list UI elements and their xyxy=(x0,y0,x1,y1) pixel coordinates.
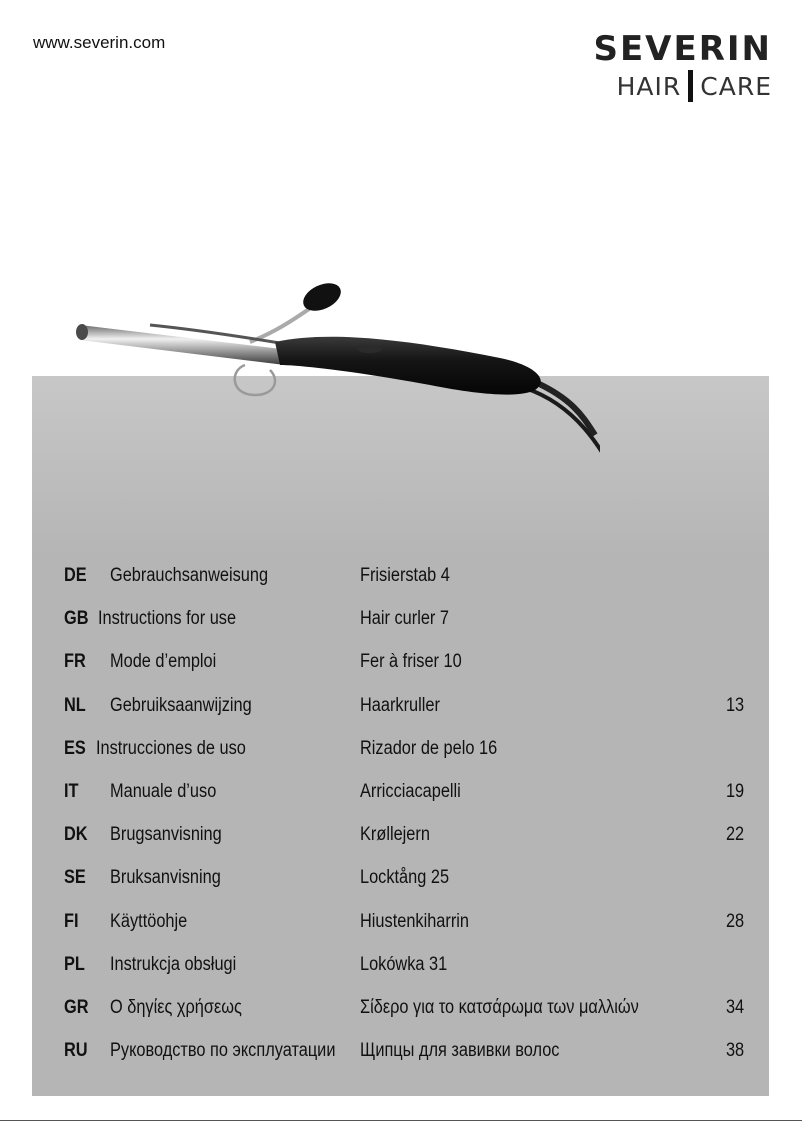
table-of-contents xyxy=(64,557,744,1075)
language-code: NL xyxy=(64,694,86,716)
manual-title: Brugsanvisning xyxy=(110,824,222,846)
toc-row-gb xyxy=(64,600,744,643)
toc-row-se xyxy=(64,859,744,902)
product-name: Locktång 25 xyxy=(360,867,450,889)
toc-row-es xyxy=(64,730,744,773)
brand-subtitle xyxy=(540,70,772,102)
product-name: Щипцы для завивки волос xyxy=(360,1040,560,1062)
manual-title: Gebrauchsanweisung xyxy=(110,565,269,586)
product-name: Haarkruller xyxy=(360,694,440,716)
manual-title: Mode d’emploi xyxy=(110,651,217,673)
language-code: IT xyxy=(64,780,79,802)
product-name: Frisierstab 4 xyxy=(360,565,450,586)
product-name: Hiustenkiharrin xyxy=(360,910,469,932)
page-number: 28 xyxy=(725,910,744,932)
language-code: DK xyxy=(64,824,88,846)
product-name: Krøllejern xyxy=(360,824,430,846)
toc-row-nl xyxy=(64,687,744,730)
bottom-rule xyxy=(0,1120,802,1121)
page-number: 22 xyxy=(725,824,744,846)
brand-divider xyxy=(688,70,693,102)
language-code: PL xyxy=(64,953,85,975)
toc-row-ru xyxy=(64,1032,744,1075)
manual-title: Käyttöohje xyxy=(110,910,188,932)
brand-sub-right: CARE xyxy=(700,71,772,101)
page-number: 19 xyxy=(725,780,744,802)
product-name: Rizador de pelo 16 xyxy=(360,737,498,759)
manual-title: Manuale d’uso xyxy=(110,780,217,802)
page-number: 13 xyxy=(725,694,744,716)
brand-name: SEVERIN xyxy=(593,29,772,69)
language-code: SE xyxy=(64,867,86,889)
manual-title: Instrukcja obsługi xyxy=(110,953,237,975)
toc-row-gr xyxy=(64,989,744,1032)
toc-row-fi xyxy=(64,903,744,946)
manual-title: Руководство по эксплуатации xyxy=(110,1040,336,1062)
language-code: GR xyxy=(64,996,89,1018)
toc-row-pl xyxy=(64,946,744,989)
product-name: Σίδερο για το κατσάρωμα των μαλλιών xyxy=(360,996,639,1018)
page-number: 34 xyxy=(725,996,744,1018)
language-code: ES xyxy=(64,737,86,759)
language-code: GB xyxy=(64,608,89,630)
language-code: DE xyxy=(64,565,87,586)
product-name: Lokówka 31 xyxy=(360,953,448,975)
brand-sub-left: HAIR xyxy=(616,71,682,101)
product-name: Fer à friser 10 xyxy=(360,651,462,673)
product-name: Arricciacapelli xyxy=(360,780,461,802)
language-code: RU xyxy=(64,1040,88,1062)
manual-title: Instructions for use xyxy=(98,608,237,630)
manual-title: Gebruiksaanwijzing xyxy=(110,694,252,716)
language-code: FR xyxy=(64,651,86,673)
language-code: FI xyxy=(64,910,79,932)
brand-logo xyxy=(540,30,772,102)
toc-row-de xyxy=(64,557,744,600)
manual-title: Instrucciones de uso xyxy=(96,737,246,759)
toc-row-it xyxy=(64,773,744,816)
toc-row-dk xyxy=(64,816,744,859)
manual-title: Bruksanvisning xyxy=(110,867,221,889)
manual-title: Ο δηγίες χρήσεως xyxy=(110,996,242,1018)
toc-row-fr xyxy=(64,643,744,686)
website-url: www.severin.com xyxy=(33,33,166,52)
page-number: 38 xyxy=(725,1040,744,1062)
hair-curler-illustration xyxy=(30,270,600,580)
product-name: Hair curler 7 xyxy=(360,608,449,630)
